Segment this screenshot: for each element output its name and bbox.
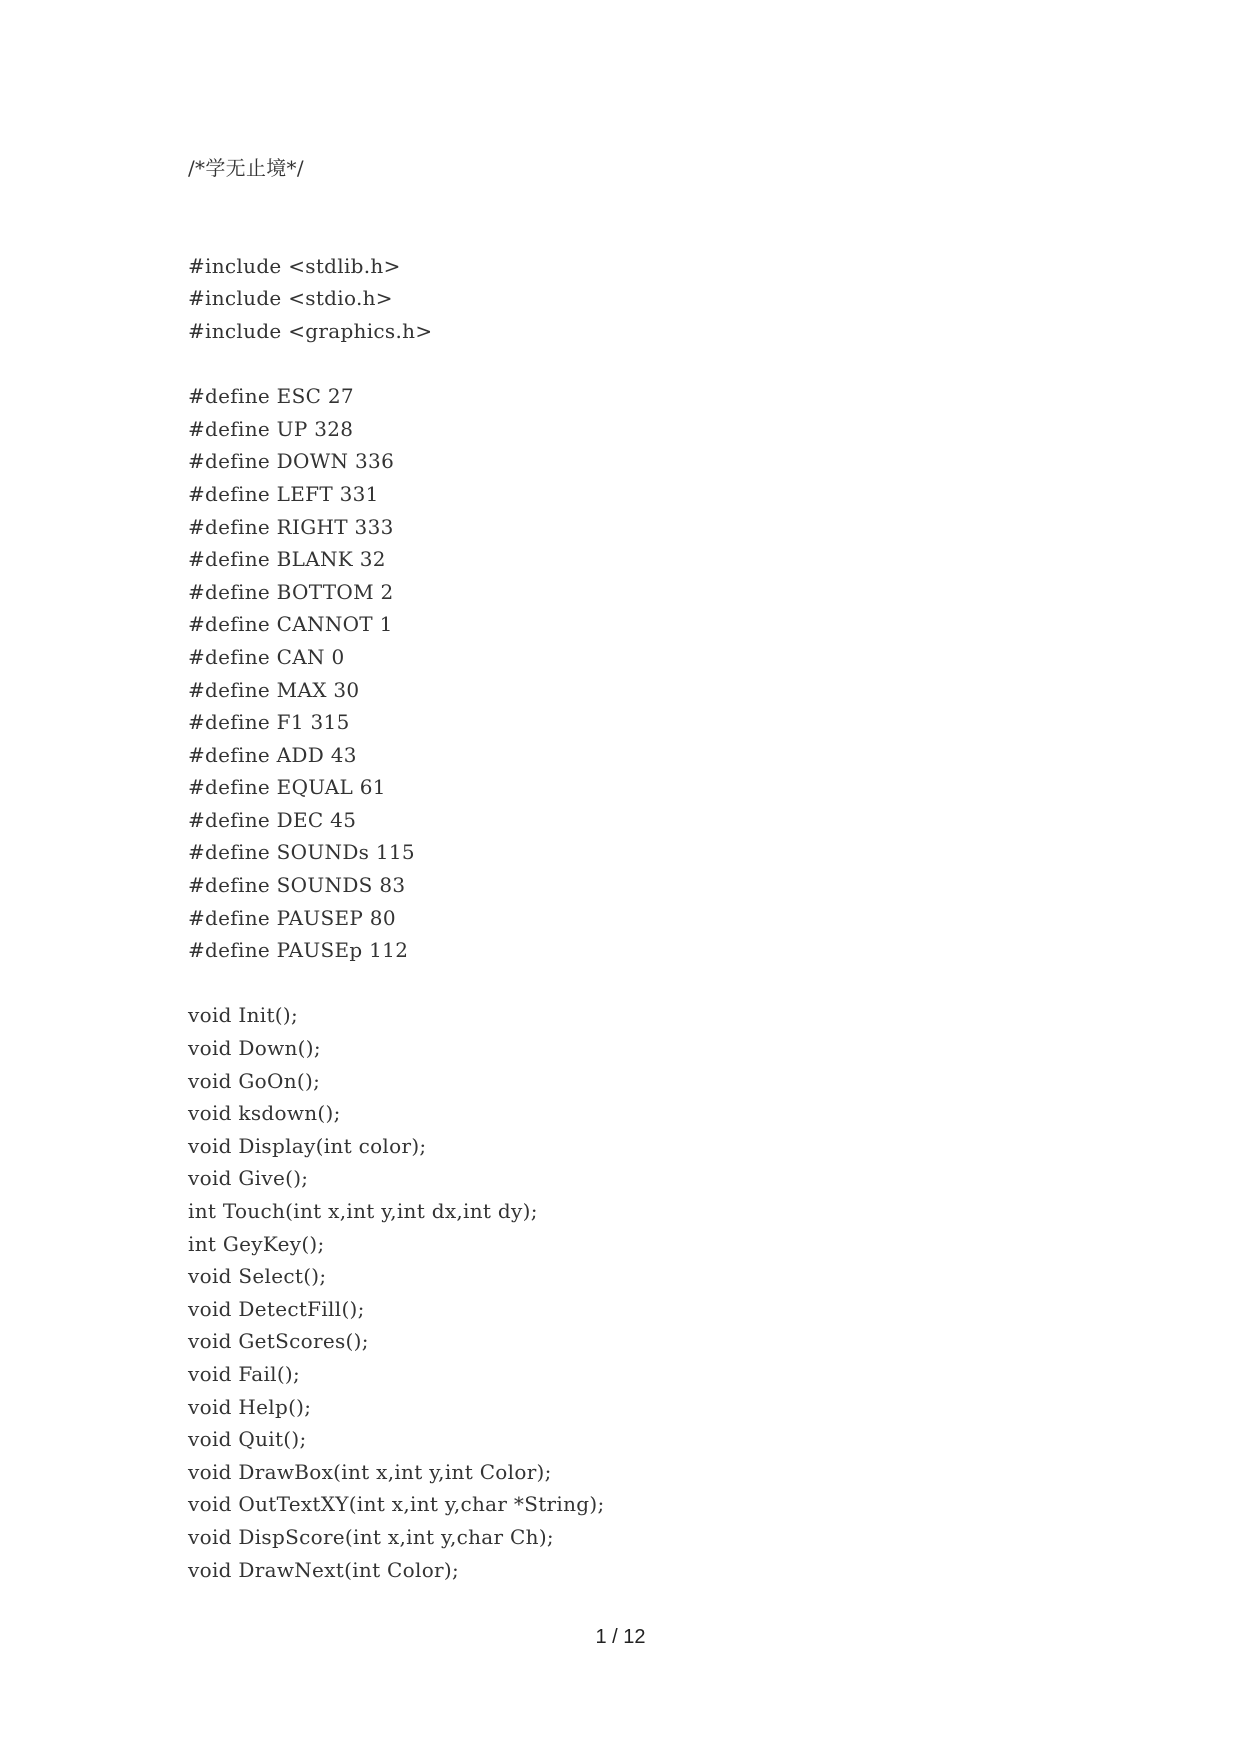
define-line: #define PAUSEP 80 xyxy=(188,905,396,930)
blank-line xyxy=(188,348,605,381)
declaration-line: void GoOn(); xyxy=(188,1068,321,1093)
define-line: #define CAN 0 xyxy=(188,644,345,669)
blank-line xyxy=(188,185,605,218)
declaration-line: void Quit(); xyxy=(188,1427,307,1452)
declaration-line: void GetScores(); xyxy=(188,1329,369,1354)
define-line: #define F1 315 xyxy=(188,710,350,735)
declaration-line: void ksdown(); xyxy=(188,1101,341,1126)
declaration-line: void DetectFill(); xyxy=(188,1296,365,1321)
blank-line xyxy=(188,967,605,1000)
define-line: #define RIGHT 333 xyxy=(188,514,394,539)
header-comment: /*学无止境*/ xyxy=(188,156,304,180)
define-line: #define MAX 30 xyxy=(188,677,360,702)
define-line: #define CANNOT 1 xyxy=(188,612,393,637)
define-line: #define ADD 43 xyxy=(188,742,357,767)
include-line: #include <graphics.h> xyxy=(188,318,433,343)
declaration-line: int Touch(int x,int y,int dx,int dy); xyxy=(188,1199,538,1223)
declaration-line: int GeyKey(); xyxy=(188,1231,325,1256)
define-line: #define UP 328 xyxy=(188,416,354,441)
declaration-section xyxy=(188,999,605,1586)
declaration-line: void DrawBox(int x,int y,int Color); xyxy=(188,1459,552,1484)
declaration-line: void DrawNext(int Color); xyxy=(188,1557,460,1582)
declaration-line: void OutTextXY(int x,int y,char *String); xyxy=(188,1492,605,1517)
define-line: #define ESC 27 xyxy=(188,384,354,409)
declaration-line: void Display(int color); xyxy=(188,1133,427,1158)
declaration-line: void Init(); xyxy=(188,1003,299,1028)
declaration-line: void Help(); xyxy=(188,1394,312,1419)
declaration-line: void DispScore(int x,int y,char Ch); xyxy=(188,1524,554,1549)
declaration-line: void Select(); xyxy=(188,1264,327,1289)
include-line: #include <stdio.h> xyxy=(188,286,393,311)
page-number: 1 / 12 xyxy=(595,1626,646,1648)
define-line: #define DOWN 336 xyxy=(188,449,395,474)
define-line: #define LEFT 331 xyxy=(188,481,379,506)
include-line: #include <stdlib.h> xyxy=(188,253,401,278)
declaration-line: void Down(); xyxy=(188,1036,321,1061)
blank-line xyxy=(188,217,605,250)
include-section xyxy=(188,250,605,348)
define-line: #define PAUSEp 112 xyxy=(188,938,409,963)
define-line: #define BOTTOM 2 xyxy=(188,579,394,604)
define-line: #define SOUNDS 83 xyxy=(188,873,406,898)
define-line: #define SOUNDs 115 xyxy=(188,840,415,865)
define-line: #define BLANK 32 xyxy=(188,547,386,572)
define-line: #define DEC 45 xyxy=(188,807,357,832)
define-section xyxy=(188,380,605,967)
code-block xyxy=(188,152,605,1586)
declaration-line: void Fail(); xyxy=(188,1361,301,1386)
declaration-line: void Give(); xyxy=(188,1166,309,1191)
define-line: #define EQUAL 61 xyxy=(188,775,386,800)
